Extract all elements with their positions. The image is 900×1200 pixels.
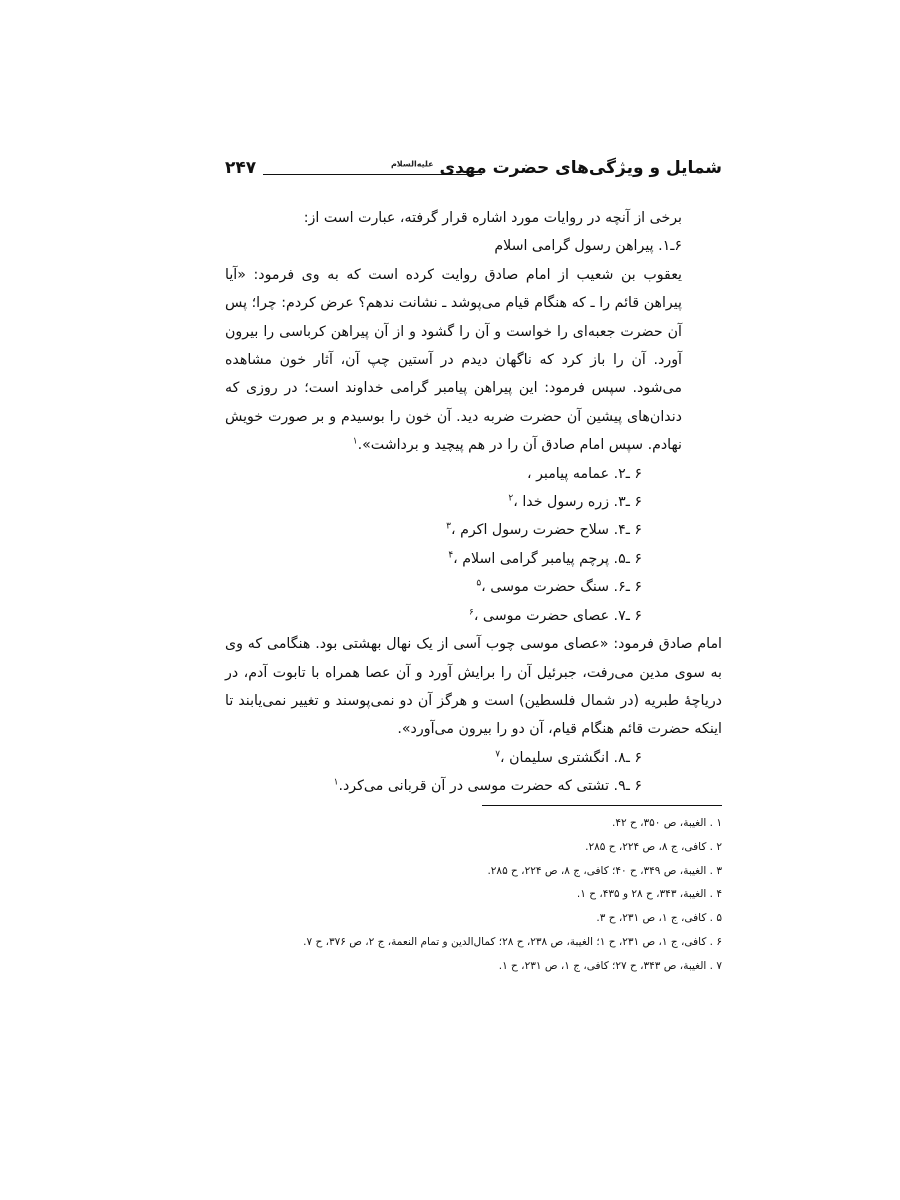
list-item-text: ۶ ـ۲. عمامه پیامبر ، — [527, 465, 642, 482]
list-item-8 — [225, 744, 722, 772]
list-item-text: ۶ ـ۳. زره رسول خدا ، — [513, 494, 642, 511]
footnote-marker: ۱ — [333, 777, 339, 788]
header-rule — [263, 174, 482, 175]
footnote-7: ۷ . الغیبة، ص ۳۴۳، ح ۲۷؛ کافی، ج ۱، ص ۲۳۱، ح ۱. — [498, 959, 722, 972]
list-item-text: ۶ ـ۵. پرچم پیامبر گرامی اسلام ، — [453, 550, 642, 567]
list-item-text: ۶ ـ۹. تشتی که حضرت موسی در آن قربانی می‌کرد. — [338, 778, 642, 795]
main-text — [225, 204, 722, 801]
header-honorific: علیه‌السلام — [390, 159, 434, 169]
footnote-marker: ۴ — [448, 550, 454, 561]
list-item-9 — [225, 772, 722, 800]
footnote-2: ۲ . کافی، ج ۸، ص ۲۲۴، ح ۲۸۵. — [585, 840, 722, 853]
list-item-text: ۶ ـ۴. سلاح حضرت رسول اکرم ، — [450, 522, 642, 539]
intro-paragraph: برخی از آنچه در روایات مورد اشاره قرار گرفته، عبارت است از: — [303, 210, 682, 226]
footnote-1: ۱ . الغیبة، ص ۳۵۰، ح ۴۲. — [612, 817, 722, 829]
list-item-2 — [225, 460, 722, 488]
footnote-marker: ۷ — [495, 748, 501, 759]
page-number: ۲۴۷ — [225, 158, 257, 178]
list-item-7 — [225, 602, 722, 630]
hadith-paragraph-1-text: یعقوب بن شعیب از امام صادق روایت کرده است که به وی فرمود: «آیا پیراهن قائم را ـ که هنگام قیام می‌پوشد ـ نشانت ندهم؟ عرض کردم: چرا؛ پس آن حضرت جعبه‌ای را خواست و آن را گشود و از آن پیراهن کرباسی را بیرون آورد. آن را باز کرد که ناگهان دیدم در آستین چپ آن، آثار خون مشاهده می‌شود. سپس فرمود: این پیراهن پیامبر گرامی خداوند است؛ در روزی که دندان‌های پیشین آن حضرت ضربه دید. آن خون را بوسیدم و بر صورت خویش نهادم. سپس امام صادق آن را در هم پیچید و برداشت». — [225, 266, 682, 454]
footnote-marker: ۲ — [508, 493, 514, 504]
footnote-marker: ۶ — [469, 606, 474, 617]
list-item-4 — [225, 516, 722, 544]
footnote-separator — [482, 805, 722, 806]
footnote-6: ۶ . کافی، ج ۱، ص ۲۳۱، ح ۱؛ الغیبة، ص ۲۳۸، ح ۲۸؛ کمال‌الدین و تمام النعمة، ج ۲، ص ۳۷۶، ح ۷. — [303, 935, 722, 948]
footnote-marker: ۱ — [352, 436, 358, 447]
list-item-3 — [225, 488, 722, 516]
footnotes — [280, 812, 722, 979]
footnote-marker: ۵ — [476, 578, 482, 589]
list-item-1: ۶ـ۱. پیراهن رسول گرامی اسلام — [494, 238, 682, 255]
footnote-5: ۵ . کافی، ج ۱، ص ۲۳۱، ح ۳. — [596, 912, 722, 925]
list-item-text: ۶ ـ۷. عصای حضرت موسی ، — [473, 607, 642, 624]
list-item-6 — [225, 573, 722, 601]
list-item-5 — [225, 545, 722, 573]
header-title-text: شمایل و ویژگی‌های حضرت مهدی — [439, 158, 722, 178]
footnote-marker: ۳ — [446, 521, 451, 532]
hadith-paragraph-1 — [225, 261, 722, 460]
list-item-text: ۶ ـ۶. سنگ حضرت موسی ، — [481, 579, 642, 596]
hadith-paragraph-2: امام صادق فرمود: «عصای موسی چوب آسی از یک نهال بهشتی بود. هنگامی که وی به سوی مدین می‌رفت، جبرئیل آن را برایش آورد و آن عصا همراه با تابوت آدم، در دریاچهٔ طبریه (در شمال فلسطین) است و هرگز آن دو نمی‌پوسند و تغییر نمی‌یابند تا اینکه حضرت قائم هنگام قیام، آن دو را بیرون می‌آورد». — [225, 636, 722, 738]
running-header — [225, 154, 722, 184]
footnote-4: ۴ . الغیبة، ۳۴۳، ح ۲۸ و ۴۳۵، ح ۱. — [576, 888, 722, 901]
list-item-text: ۶ ـ۸. انگشتری سلیمان ، — [500, 749, 642, 766]
running-header-title — [391, 158, 722, 178]
footnote-3: ۳ . الغیبة، ص ۳۴۹، ح ۴۰؛ کافی، ج ۸، ص ۲۲۴، ح ۲۸۵. — [487, 864, 722, 877]
